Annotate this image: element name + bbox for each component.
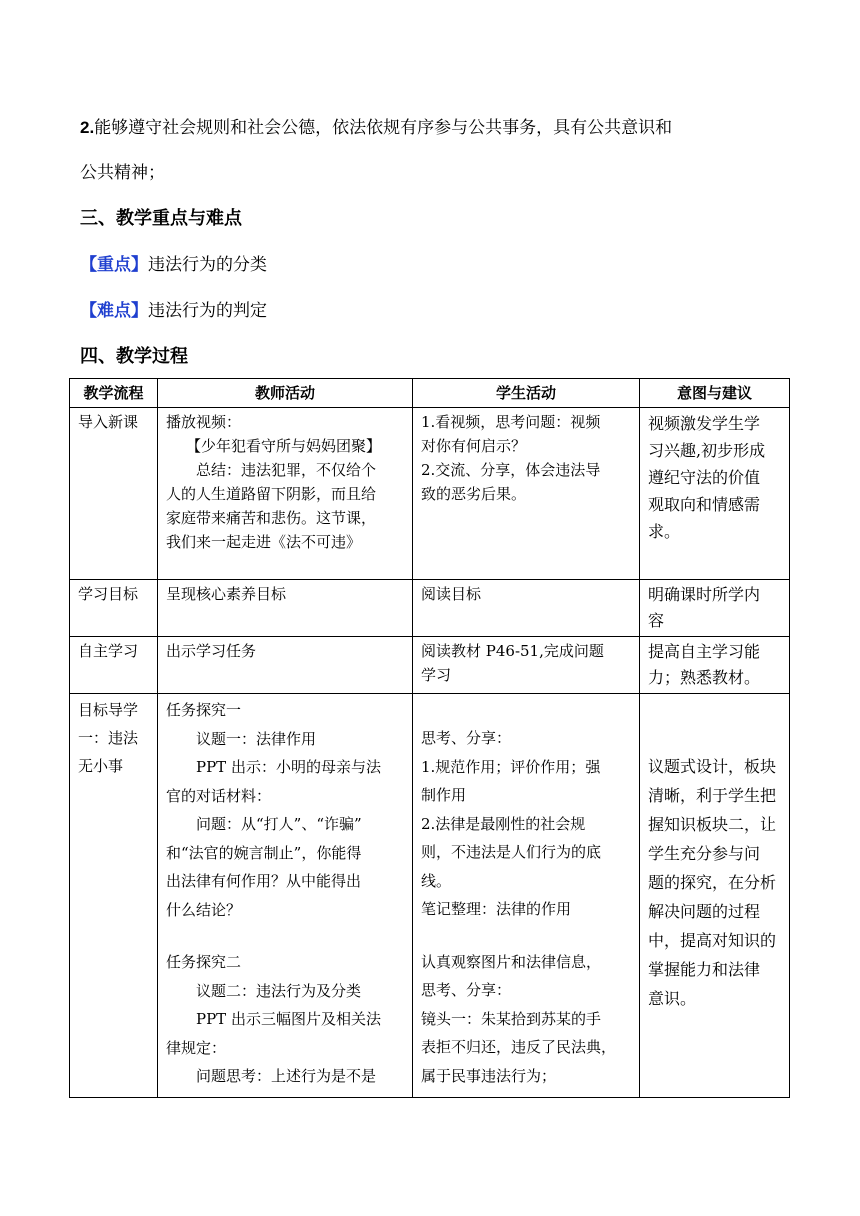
text-line: 学生充分参与问 xyxy=(648,844,761,863)
section-4-heading: 四、教学过程 xyxy=(80,346,188,367)
text-line: 致的恶劣后果。 xyxy=(421,485,527,503)
row-teacher-guide xyxy=(158,694,413,1098)
row-student-guide xyxy=(413,694,640,1098)
text-line: 意识。 xyxy=(648,989,697,1008)
text-line: 习兴趣,初步形成 xyxy=(648,441,766,460)
row-student-selfstudy xyxy=(413,637,640,694)
text-line: 思考、分享： xyxy=(421,981,512,999)
text-line: 力；熟悉教材。 xyxy=(648,668,761,687)
row-intent-goals xyxy=(640,580,790,637)
text-line: 2.法律是最刚性的社会规 xyxy=(421,814,586,833)
row-flow-guide xyxy=(70,694,158,1098)
text-line: 笔记整理：法律的作用 xyxy=(421,900,572,918)
focus-tag: 【重点】 xyxy=(80,255,148,275)
text-line: 什么结论？ xyxy=(166,900,242,919)
text-line: 我们来一起走进《法不可违》 xyxy=(166,533,362,551)
spacer xyxy=(421,924,631,948)
header-intent: 意图与建议 xyxy=(640,379,790,408)
text-line: 出法律有何作用？从中能得出 xyxy=(166,872,362,890)
text-line: 解决问题的过程 xyxy=(648,902,761,921)
row-intent-selfstudy xyxy=(640,637,790,694)
text-line: 一：违法 xyxy=(78,729,139,747)
text-line: 思考、分享： xyxy=(421,729,512,747)
row-student-intro xyxy=(413,408,640,580)
text-line: 对你有何启示？ xyxy=(421,437,527,455)
table-row xyxy=(70,408,790,580)
text-line: 任务探究一 xyxy=(166,701,242,719)
text-line: 【少年犯看守所与妈妈团聚】 xyxy=(186,437,382,455)
text-line: 问题思考：上述行为是不是 xyxy=(196,1067,377,1085)
text-line: 总结：违法犯罪，不仅给个 xyxy=(196,461,377,479)
header-student: 学生活动 xyxy=(413,379,640,408)
text-line: 无小事 xyxy=(78,757,124,775)
text-line: 握知识板块二，让 xyxy=(648,815,777,834)
header-flow: 教学流程 xyxy=(70,379,158,408)
text-line: 人的人生道路留下阴影，而且给 xyxy=(166,485,377,503)
text-line: 播放视频： xyxy=(166,413,242,431)
spacer xyxy=(166,924,404,948)
text-line: 镜头一：朱某拾到苏某的手 xyxy=(421,1009,602,1028)
row-teacher-goals: 呈现核心素养目标 xyxy=(158,580,413,637)
text-line: 2.交流、分享，体会违法导 xyxy=(421,461,601,479)
text-line: 阅读教材 P46-51,完成问题 xyxy=(421,642,604,660)
text-line: 官的对话材料： xyxy=(166,786,272,805)
text-line: 清晰，利于学生把 xyxy=(648,786,777,805)
text-line: 提高自主学习能 xyxy=(648,642,761,661)
row-flow-selfstudy: 自主学习 xyxy=(70,637,158,694)
text-line: 视频激发学生学 xyxy=(648,414,761,433)
text-line: 家庭带来痛苦和悲伤。这节课， xyxy=(166,509,377,527)
table-header-row xyxy=(70,379,790,408)
text-line: 则，不违法是人们行为的底 xyxy=(421,843,602,861)
teaching-process-table xyxy=(69,378,790,1098)
spacer xyxy=(421,696,631,724)
text-line: PPT 出示三幅图片及相关法 xyxy=(196,1010,381,1028)
header-teacher: 教师活动 xyxy=(158,379,413,408)
difficulty-tag: 【难点】 xyxy=(80,301,148,321)
text-line: 题的探究，在分析 xyxy=(648,873,777,892)
text-line: 明确课时所学内 xyxy=(648,585,761,604)
text-line: 目标导学 xyxy=(78,701,139,719)
text-line: 容 xyxy=(648,611,665,630)
text-line: 求。 xyxy=(648,522,681,541)
text-line: 议题二：违法行为及分类 xyxy=(196,981,362,1000)
section-3-heading: 三、教学重点与难点 xyxy=(80,208,242,229)
text-line: 认真观察图片和法律信息， xyxy=(421,952,602,971)
focus-text: 违法行为的分类 xyxy=(148,255,267,275)
row-intent-intro xyxy=(640,408,790,580)
text-line: 律规定： xyxy=(166,1038,227,1057)
text-line: 1.规范作用；评价作用；强 xyxy=(421,757,601,776)
row-flow-intro: 导入新课 xyxy=(70,408,158,580)
table-row xyxy=(70,694,790,1098)
text-line: 掌握能力和法律 xyxy=(648,960,761,979)
row-teacher-selfstudy: 出示学习任务 xyxy=(158,637,413,694)
row-flow-goals: 学习目标 xyxy=(70,580,158,637)
difficulty-text: 违法行为的判定 xyxy=(148,301,267,321)
text-line: 遵纪守法的价值 xyxy=(648,468,761,487)
table-row xyxy=(70,637,790,694)
goal-2-text: 能够遵守社会规则和社会公德，依法依规有序参与公共事务，具有公共意识和 xyxy=(94,118,673,138)
difficulty-line xyxy=(80,300,267,322)
text-line: 中，提高对知识的 xyxy=(648,931,777,950)
table-row xyxy=(70,580,790,637)
text-line: 议题一：法律作用 xyxy=(196,729,317,748)
row-student-goals: 阅读目标 xyxy=(413,580,640,637)
text-line: 观取向和情感需 xyxy=(648,495,761,514)
text-line: 制作用 xyxy=(421,786,467,804)
text-line: 任务探究二 xyxy=(166,953,242,971)
text-line: 学习 xyxy=(421,666,452,684)
text-line: 表拒不归还，违反了民法典， xyxy=(421,1038,617,1056)
spacer xyxy=(648,696,781,752)
text-line: 议题式设计，板块 xyxy=(648,757,777,776)
text-line: 和“法官的婉言制止”，你能得 xyxy=(166,843,362,862)
row-intent-guide xyxy=(640,694,790,1098)
goal-2-line-1 xyxy=(80,117,672,139)
goal-2-line-2: 公共精神； xyxy=(80,163,165,183)
text-line: 属于民事违法行为； xyxy=(421,1066,557,1085)
focus-line xyxy=(80,254,267,276)
text-line: 问题：从“打人”、“诈骗” xyxy=(196,815,362,833)
text-line: 1.看视频，思考问题：视频 xyxy=(421,413,601,431)
row-teacher-intro xyxy=(158,408,413,580)
text-line: 线。 xyxy=(421,871,452,890)
text-line: PPT 出示：小明的母亲与法 xyxy=(196,758,381,776)
goal-2-number: 2. xyxy=(80,118,95,137)
